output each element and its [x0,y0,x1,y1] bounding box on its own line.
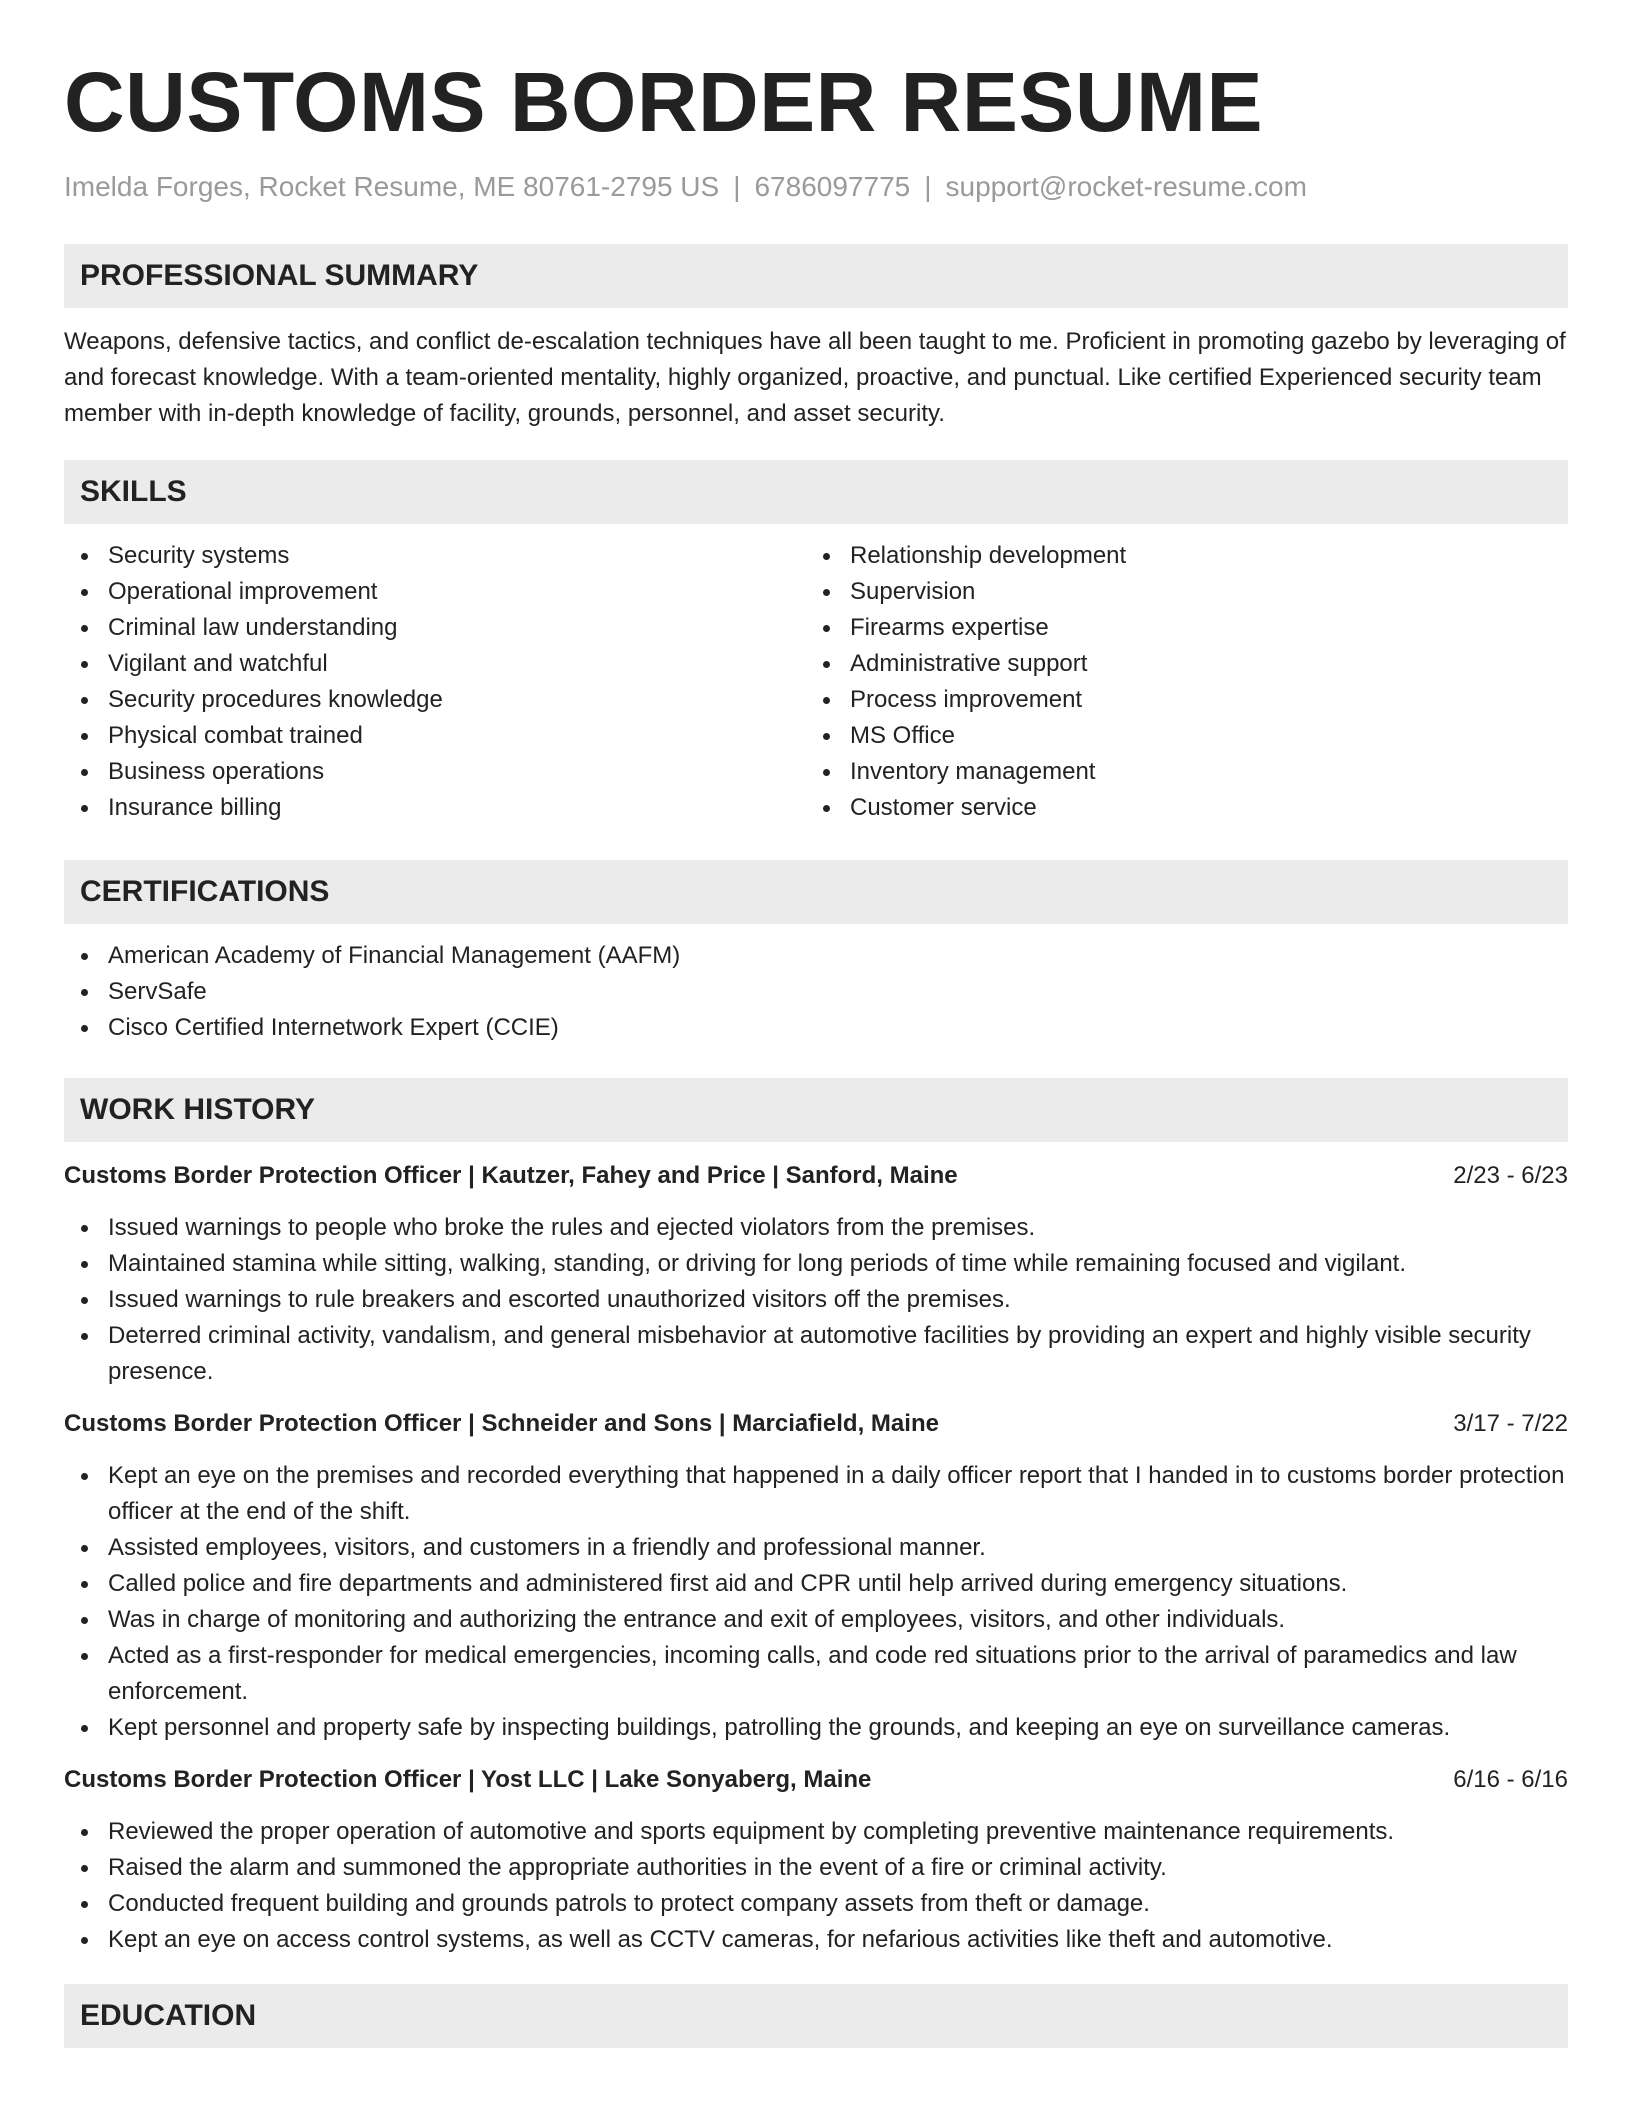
job-entry [64,1406,1568,1746]
skill-item: Relationship development [806,538,1548,574]
job-bullet: Raised the alarm and summoned the appropriate authorities in the event of a fire or criminal activity. [64,1850,1568,1886]
job-title: Customs Border Protection Officer | Schneider and Sons | Marciafield, Maine [64,1410,939,1437]
job-bullet: Acted as a first-responder for medical emergencies, incoming calls, and code red situations prior to the arrival of paramedics and law enforcement. [64,1638,1568,1710]
certification-item: Cisco Certified Internetwork Expert (CCIE) [64,1010,1568,1046]
certification-item: American Academy of Financial Management (AAFM) [64,938,1568,974]
job-header [64,1158,1568,1194]
job-bullets [64,1458,1568,1746]
skill-item: Administrative support [806,646,1548,682]
skill-item: Inventory management [806,754,1548,790]
job-bullet: Was in charge of monitoring and authorizing the entrance and exit of employees, visitors, and other individuals. [64,1602,1568,1638]
section-header-summary: PROFESSIONAL SUMMARY [64,244,1568,308]
job-bullets [64,1814,1568,1958]
skill-item: MS Office [806,718,1548,754]
job-bullet: Maintained stamina while sitting, walking, standing, or driving for long periods of time while remaining focused and vigilant. [64,1246,1568,1282]
section-header-work-history: WORK HISTORY [64,1078,1568,1142]
job-header [64,1406,1568,1442]
job-bullet: Reviewed the proper operation of automotive and sports equipment by completing preventive maintenance requirements. [64,1814,1568,1850]
job-bullets [64,1210,1568,1390]
job-header [64,1762,1568,1798]
job-dates: 3/17 - 7/22 [1453,1410,1568,1437]
section-header-certifications: CERTIFICATIONS [64,860,1568,924]
work-history-list [64,1158,1568,1958]
skill-item: Criminal law understanding [64,610,806,646]
job-bullet: Issued warnings to rule breakers and escorted unauthorized visitors off the premises. [64,1282,1568,1318]
contact-email: support@rocket-resume.com [945,171,1307,202]
contact-address: Imelda Forges, Rocket Resume, ME 80761-2795 US [64,171,720,202]
job-title: Customs Border Protection Officer | Kautzer, Fahey and Price | Sanford, Maine [64,1162,958,1189]
job-bullet: Kept an eye on the premises and recorded everything that happened in a daily officer report that I handed in to customs border protection officer at the end of the shift. [64,1458,1568,1530]
certification-item: ServSafe [64,974,1568,1010]
job-bullet: Issued warnings to people who broke the rules and ejected violators from the premises. [64,1210,1568,1246]
skill-item: Physical combat trained [64,718,806,754]
skill-item: Operational improvement [64,574,806,610]
contact-separator: | [733,171,741,202]
job-bullet: Kept an eye on access control systems, as well as CCTV cameras, for nefarious activities like theft and automotive. [64,1922,1568,1958]
section-header-education: EDUCATION [64,1984,1568,2048]
contact-phone: 6786097775 [754,171,911,202]
skill-item: Business operations [64,754,806,790]
contact-separator: | [924,171,932,202]
certifications-list [64,938,1568,1046]
summary-text: Weapons, defensive tactics, and conflict de-escalation techniques have all been taught to me. Proficient in promoting gazebo by leveraging of and forecast knowledge. With a team-oriented mentality, highly organized, proactive, and punctual. Like certified Experienced security team member with in-depth knowledge of facility, grounds, personnel, and asset security. [64,328,1566,427]
skill-item: Process improvement [806,682,1548,718]
job-bullet: Conducted frequent building and grounds patrols to protect company assets from theft or damage. [64,1886,1568,1922]
skills-list-left [64,538,806,826]
job-title: Customs Border Protection Officer | Yost LLC | Lake Sonyaberg, Maine [64,1766,872,1793]
job-dates: 2/23 - 6/23 [1453,1162,1568,1189]
skill-item: Customer service [806,790,1548,826]
contact-line [64,168,1568,206]
job-bullet: Assisted employees, visitors, and customers in a friendly and professional manner. [64,1530,1568,1566]
skill-item: Firearms expertise [806,610,1548,646]
job-entry [64,1158,1568,1390]
skills-grid [64,538,1568,826]
job-bullet: Kept personnel and property safe by inspecting buildings, patrolling the grounds, and keeping an eye on surveillance cameras. [64,1710,1568,1746]
section-header-skills: SKILLS [64,460,1568,524]
skill-item: Security procedures knowledge [64,682,806,718]
skill-item: Supervision [806,574,1548,610]
job-entry [64,1762,1568,1958]
resume-title: CUSTOMS BORDER RESUME [64,55,1264,149]
skills-list-right [806,538,1548,826]
skill-item: Vigilant and watchful [64,646,806,682]
job-bullet: Called police and fire departments and administered first aid and CPR until help arrived during emergency situations. [64,1566,1568,1602]
skill-item: Insurance billing [64,790,806,826]
job-bullet: Deterred criminal activity, vandalism, and general misbehavior at automotive facilities by providing an expert and highly visible security presence. [64,1318,1568,1390]
job-dates: 6/16 - 6/16 [1453,1766,1568,1793]
skill-item: Security systems [64,538,806,574]
resume-page [64,52,1568,2048]
